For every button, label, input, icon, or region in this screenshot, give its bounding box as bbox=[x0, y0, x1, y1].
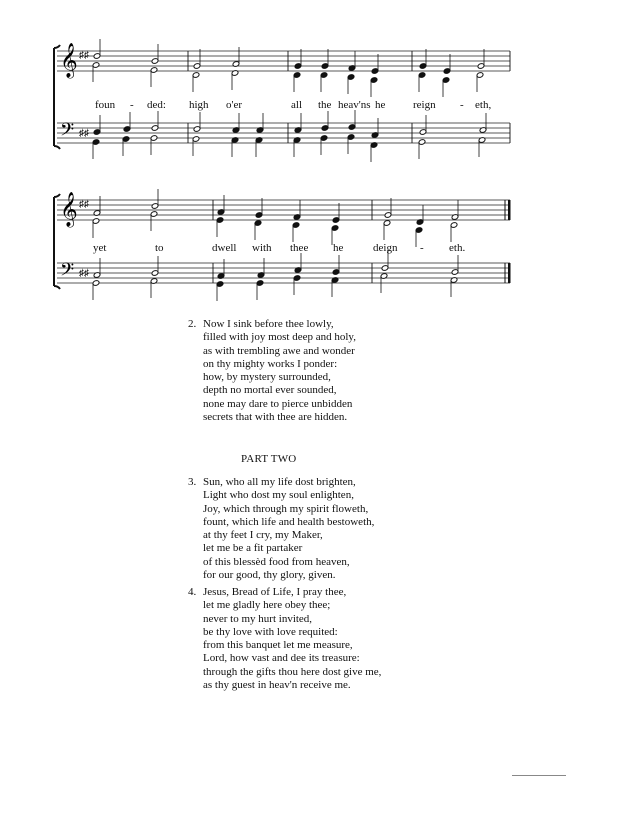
lyric-syllable: with bbox=[252, 242, 272, 254]
lyric-syllable: foun bbox=[95, 99, 116, 111]
verse-line: fount, which life and health bestoweth, bbox=[203, 515, 375, 528]
lyric-syllable: deign bbox=[373, 242, 398, 254]
lyric-syllable: dwell bbox=[212, 242, 237, 254]
lyric-syllable: reign bbox=[413, 99, 436, 111]
verse-line: of this blessèd food from heaven, bbox=[203, 555, 350, 568]
lyric-syllable: all bbox=[291, 99, 302, 111]
verse-line: Now I sink before thee lowly, bbox=[203, 318, 334, 330]
key-signature-sharps: ♯♯ bbox=[79, 50, 89, 61]
key-signature-sharps: ♯♯ bbox=[79, 268, 89, 279]
verse-line: secrets that with thee are hidden. bbox=[203, 411, 348, 424]
key-signature-sharps: ♯♯ bbox=[79, 128, 89, 139]
verse-line: Jesus, Bread of Life, I pray thee, bbox=[203, 586, 347, 598]
part-heading: PART TWO bbox=[241, 453, 297, 465]
lyric-syllable: eth. bbox=[449, 242, 466, 254]
verse-line: on thy mighty works I ponder: bbox=[203, 357, 338, 370]
lyric-syllable: - bbox=[420, 242, 424, 254]
verse-line: let me be a fit partaker bbox=[203, 542, 303, 555]
verse-line: Lord, how vast and dee its treasure: bbox=[203, 652, 360, 665]
footer-rule bbox=[512, 775, 566, 776]
key-signature-sharps: ♯♯ bbox=[79, 199, 89, 210]
verse-4 bbox=[188, 586, 381, 692]
verse-line: how, by mystery surrounded, bbox=[203, 371, 331, 384]
verse-line: never to my hurt invited, bbox=[203, 612, 313, 625]
final-bar-line bbox=[508, 263, 511, 283]
verse-line: Joy, which through my spirit floweth, bbox=[203, 502, 369, 515]
lyric-syllable: - bbox=[130, 99, 134, 111]
verse-line: Light who dost my soul enlighten, bbox=[203, 489, 354, 502]
treble-clef-icon: 𝄞 bbox=[60, 43, 78, 78]
lyric-syllable: heav'ns bbox=[338, 99, 371, 111]
verse-2 bbox=[188, 318, 356, 424]
verse-line: as with trembling awe and wonder bbox=[203, 344, 355, 357]
verse-number: 4. bbox=[188, 586, 197, 598]
lyric-syllable: the bbox=[318, 99, 332, 111]
verse-line: through the gifts thou here dost give me, bbox=[203, 665, 382, 678]
verse-line: from this banquet let me measure, bbox=[203, 639, 353, 652]
lyric-syllable: ded: bbox=[147, 99, 166, 111]
lyric-syllable: to bbox=[155, 242, 164, 254]
verse-line: be thy love with love requited: bbox=[203, 625, 338, 638]
verse-line: as thy guest in heav'n receive me. bbox=[203, 679, 351, 692]
treble-clef-icon: 𝄞 bbox=[60, 192, 78, 227]
verse-line: none may dare to pierce unbidden bbox=[203, 397, 353, 410]
verse-number: 3. bbox=[188, 476, 197, 488]
verse-line: filled with joy most deep and holy, bbox=[203, 331, 356, 344]
verse-3 bbox=[188, 476, 374, 582]
lyric-syllable: he bbox=[333, 242, 344, 254]
lyric-syllable: he bbox=[375, 99, 386, 111]
lyric-syllable: yet bbox=[93, 242, 107, 254]
lyric-syllable: - bbox=[460, 99, 464, 111]
verse-line: for our good, thy glory, given. bbox=[203, 569, 336, 582]
verse-line: Sun, who all my life dost brighten, bbox=[203, 476, 356, 488]
lyric-syllable: o'er bbox=[226, 99, 243, 111]
lyric-syllable: high bbox=[189, 99, 209, 111]
lyric-syllable: eth, bbox=[475, 99, 492, 111]
verse-line: at thy feet I cry, my Maker, bbox=[203, 529, 323, 542]
verse-line: let me gladly here obey thee; bbox=[203, 599, 331, 612]
lyric-syllable: thee bbox=[290, 242, 309, 254]
bass-clef-icon: 𝄢 bbox=[60, 120, 75, 145]
verse-line: depth no mortal ever sounded, bbox=[203, 384, 337, 397]
bass-clef-icon: 𝄢 bbox=[60, 260, 75, 285]
verse-number: 2. bbox=[188, 318, 197, 330]
final-bar-line bbox=[508, 200, 511, 220]
